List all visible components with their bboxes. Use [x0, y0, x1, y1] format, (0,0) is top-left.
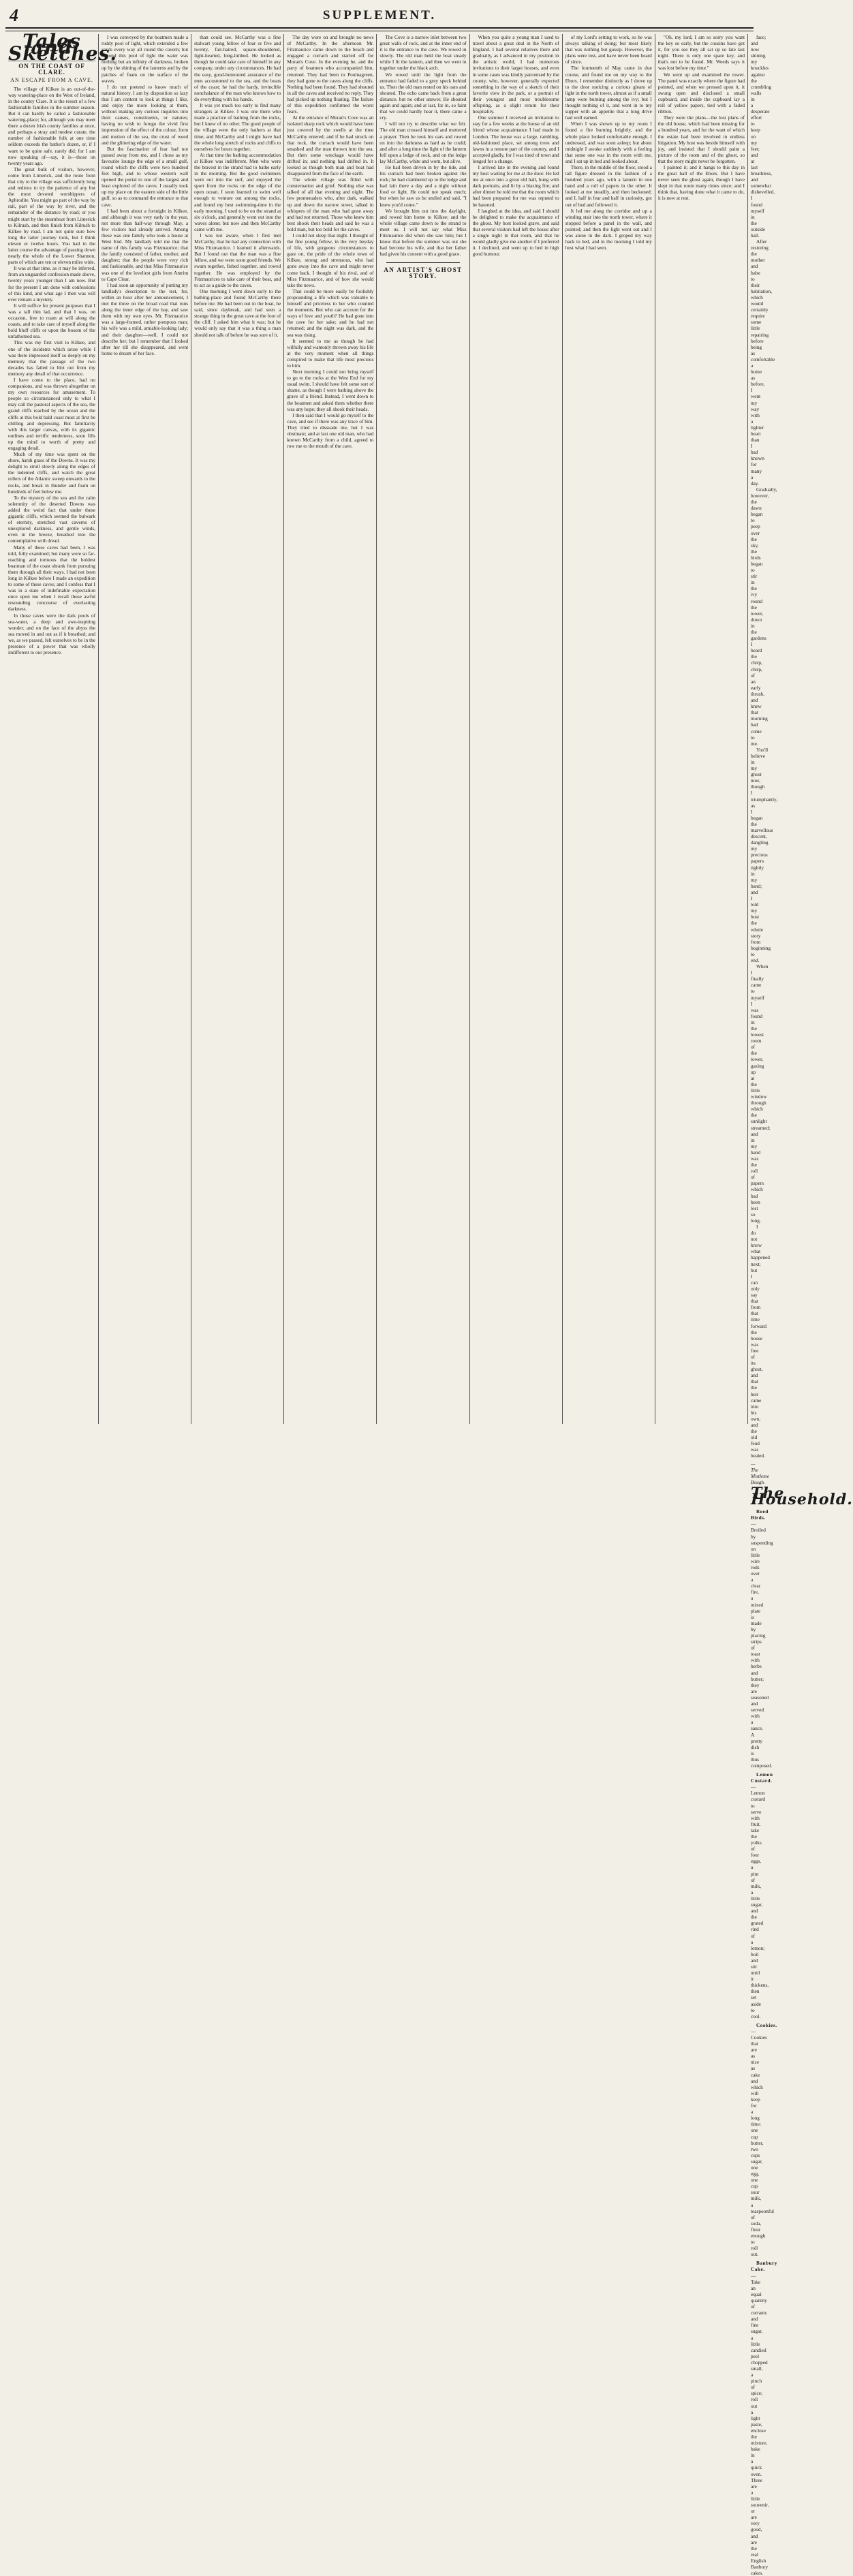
paragraph: We brought him out into the daylight, and rowed him home to Kilkee; and the whole village came down to the strand to meet us. I will not say what Miss Fitzmaurice did when she saw him; but I know that before the summer was out she had become his wife, and that her father had given his consent with a good grace. — [379, 207, 467, 258]
masthead-rule — [5, 29, 754, 31]
paragraph: I will not try to describe what we felt. The old man crossed himself and muttered a prayer. Then he took his oars and rowed on into the darkness as hard as he could; and after a long time the light of the lantern fell upon a ledge of rock, and on the ledge lay McCarthy, white and worn, but alive. — [379, 121, 467, 164]
recipe-title: Reed Birds. — [750, 1508, 769, 1521]
column-body — [565, 34, 652, 251]
recipe-text: —Lemon custard to serve with fruit, take the yolks of four eggs, a pint of milk, a little sugar, and the grated rind of a lemon; boil and stir until it thickens, then set aside to cool. — [750, 1784, 769, 2019]
column-3 — [191, 34, 284, 1424]
paragraph: In those caves were the dark pools of sea-water, a deep and awe-inspiring wonder; and on the face of the abyss the sea moved in and out as if it breathed; and we, as we passed, felt ourselves to be in the presence of a power that was wholly indifferent to our presence. — [8, 612, 95, 656]
paragraph: Many of these caves had been, I was told, fully examined; but many were so far-reaching and tortuous that the boldest boatman of the coast shrank from pursuing them through all their ways. I had not been long in Kilkee before I made an expedition to some of these caves; and I confess that I was in a state of indefinable expectation once upon me when I recall those awful resounding concourse of everlasting darkness. — [8, 544, 95, 612]
paragraph: At that time the bathing accommodation at Kilkee was indifferent. Men who were the bravest in the strand had to bathe early in the morning. But the good swimmers went out into the surf, and enjoyed the sport from the rocks on the edge of the open ocean. I soon learned to swim well enough to venture out among the rocks, and found my best swimming-time in the early morning. I used to be on the strand at six o'clock, and generally went out into the waves alone; but now and then McCarthy came with me. — [194, 151, 281, 232]
recipe-title: Banbury Cake. — [750, 2260, 778, 2273]
paragraph: The day wore on and brought no news of McCarthy. In the afternoon Mr. Fitzmaurice came down to the beach and engaged a currach and started off for Moran's Cove. In the evening he, and the party of boatmen who accompanied him, returned. They had been to Poulnagreen, they had gone to the caves along the cliffs. Nothing had been found. They had shouted in all the caves and received no reply. They had picked up nothing floating. The failure of this expedition confirmed the worst fears. — [287, 34, 374, 115]
paragraph: The fourteenth of May came in due course, and found me on my way to the Ebors. I remember distinctly as I drove up to the door noticing a curious gleam of light in the north tower, almost as if a small lamp were burning among the ivy; but I thought nothing of it, and went in to my supper with an appetite that a long drive had well earned. — [565, 65, 652, 121]
tales-subhead2: AN ESCAPE FROM A CAVE. — [10, 77, 93, 84]
paragraph: I laughed at the idea, and said I should be delighted to make the acquaintance of the ghost. My host looked grave, and said that several visitors had left the house after a single night in that room, and that he would gladly give me another if I preferred it. I declined, and went up to bed in high good humour. — [472, 207, 559, 258]
column-body — [658, 34, 745, 202]
column-4 — [284, 34, 377, 1424]
recipe-title: Cookies. — [756, 2021, 777, 2028]
paragraph: "Oh, my lord, I am so sorry you want the key so early, but the cousins have got it, for you see they all sat up so late last night. There is only one spare key, and that's not to be found. Mr. Weeds says it was lost before my time." — [657, 34, 745, 72]
paragraph: It was yet much too early to find many strangers at Kilkee. I was one there who made a practice of bathing from the rocks, but I knew of no other. The good people of the village were the only bathers at that time; and McCarthy and I might have had the whole long stretch of rocks and cliffs to ourselves for hours together. — [194, 102, 281, 152]
column-2 — [99, 34, 191, 1424]
paragraph: But the fascination of fear had not passed away from me, and I chose as my favourite lounge the edge of a small gulf, round which the cliffs were two hundred feet high, and to whose western wall opened the portal to one of the largest and least explored of the caves. I usually took up my place on the eastern side of the little gulf, so as to command the entrance to that cave. — [102, 145, 189, 208]
column-5 — [377, 34, 469, 1424]
column-8 — [655, 34, 748, 1424]
columns — [5, 30, 853, 2576]
column-body — [473, 34, 559, 257]
paragraph: I do not pretend to know much of natural history. I am by disposition so lazy that I am content to look at things I like, and enjoy the more looking at them, without making any curious inquiries into their causes, constituents, or natures; having no wish to forego the vivid first impression of the effect of the colour, form and motion of the sea, the crust of weed and the glittering edge of the water. — [102, 83, 189, 146]
paragraph: One morning I went down early to the bathing-place and found McCarthy there before me. He had been out in the boat, he said, since daybreak, and had seen a strange thing in the great cave at the foot of the cliff. I asked him what it was; but he would only say that it was a thing a man should not talk of before he was sure of it. — [194, 288, 281, 338]
paragraph: It led me along the corridor and up a winding stair into the north tower, where it stopped before a panel in the wall, and pointed; and then the light went out and I was alone in the dark. I groped my way back to bed, and in the morning I told my host what I had seen. — [565, 207, 652, 251]
article-divider — [386, 262, 459, 263]
paragraph: This was my first visit to Kilkee, and one of the incidents which arose while I was there impressed itself so deeply on my memory that the passage of the two decades has failed to blot out from my memory any detail of that occurrence. — [8, 339, 95, 377]
paragraph: I could not sleep that night. I thought of the fine young fellow, in the very heyday of life, with gorgeous circumstances to gaze on, the pride of the whole town of Kilkee, strong and strenuous, who had gone away into the cave and might never come back. I thought of his rival, and of Miss Fitzmaurice, and of how she would take the news. — [287, 232, 374, 288]
paragraph: I have come to the place, had no companions, and was thrown altogether on my own resources for amusement. To people so circumstanced only to what I may call the pastoral aspects of the sea, the grand cliffs reached by the ocean and the cliffs at this bold bald coast must at first be chilling and depressing. But familiarity with this larger canvas, with its gigantic outlines and terrific tenderness, soon fills up the mind to worth of pretty and engaging detail. — [8, 376, 95, 451]
column-body — [379, 34, 466, 257]
paragraph: I had soon an opportunity of putting my landlady's description to the test, for, within an hour after her announcement, I met the three on the broad road that runs along the inner edge of the bay, and saw them with my own eyes. Mr. Fitzmaurice was a large-framed, rather pompous man; his wife was a mild, amiable-looking lady; and their daughter—well, I could not describe her; but I remember that I looked after her till she disappeared, and went home to dream of her face. — [102, 281, 189, 356]
paragraph: It was at that time, as it may be inferred, from an unguarded confession made above, twenty years younger than I am now. But for the present I am done with confessions of this kind, and what age I then was will ever remain a mystery. — [8, 265, 95, 302]
paragraph: I had been about a fortnight in Kilkee, and although it was very early in the year, not more than half-way through May, a few visitors had already arrived. Among these was one family who took a house at West End. My landlady told me that the name of this family was Fitzmaurice; that the family consisted of father, mother, and daughter; that the people were very rich and fashionable, and that Miss Fitzmaurice was one of the loveliest girls from Antrim to Cape Clear. — [102, 207, 189, 282]
paragraph: It seemed to me as though he had wilfully and wantonly thrown away his life at the very moment when all things conspired to make that life most precious to him. — [287, 337, 374, 369]
paragraph: Much of my time was spent on the shore, harsh grass of the Downs. It was my delight to stroll slowly along the edges of the indented cliffs, and watch the great rollers of the Atlantic sweep onwards to the rocks, and break in thunder and foam on hundreds of feet below me. — [8, 451, 95, 495]
masthead — [5, 4, 754, 29]
paragraph: I painted it; and it hangs to this day in the great hall of the Ebors. But I have never seen the ghost again, though I have slept in that room many times since; and I think that, having done what it came to do, it is now at rest. — [657, 164, 745, 202]
column-6 — [470, 34, 563, 1424]
recipe-title: Lemon Custard. — [750, 1771, 773, 1784]
column-body — [102, 34, 188, 356]
paragraph: Next morning I could not bring myself to go to the rocks at the West End for my usual swim. I should have felt some sort of shame, as though I were bathing above the grave of a friend. Instead, I went down to the boatmen and asked them whether there was any hope; they all shook their heads. — [287, 369, 374, 412]
paragraph: They were the plans—the lost plans of the old house, which had been missing for a hundred years, and for the want of which the estate had been involved in endless litigation. My host was beside himself with joy, and insisted that I should paint a picture of the room and of the ghost, so that the story might never be forgotten. — [657, 114, 745, 164]
paragraph: To the mystery of the sea and the calm solemnity of the deserted Downs was added the weird fact that under these gigantic cliffs, which seemed the bulwark of eternity, stretched vast caverns of unexplored darkness, and gentle winds, even in the breeze, breathed into the contemplative with dread. — [8, 494, 95, 544]
paragraph: There, in the middle of the floor, stood a tall figure dressed in the fashion of a hundred years ago, with a lantern in one hand and a roll of papers in the other. It looked at me steadily, and then beckoned; and I, half in fear and half in curiosity, got out of bed and followed it. — [565, 164, 652, 208]
artist-heading: AN ARTIST'S GHOST STORY. — [384, 266, 463, 280]
paragraph: I then said that I would go myself to the cave, and see if there was any trace of him. They tried to dissuade me, but I was obstinate; and at last one old man, who had known McCarthy from a child, agreed to row me to the mouth of the cave. — [287, 412, 374, 450]
paragraph: The whole village was filled with consternation and grief. Nothing else was talked of all that evening and night. The few promenaders who, after dark, walked up and down the narrow street, talked in whispers of the man who had gone away and had not returned. Those who knew him best shook their heads and said he was a bold man, but too bold for the caves. — [287, 176, 374, 232]
tales-heading: Tales and Sketches. — [8, 30, 118, 65]
paragraph: of my Lord's setting to work, so he was always talking of doing; but most likely that was nothing but gossip. However, the plans were lost, and have never been heard of since. — [565, 34, 652, 65]
paragraph: I was conveyed by the boatmen made a ruddy pool of light, which extended a few yards every way all round the cavern; but beyond this pool of light the water was nothing but an infinity of darkness, broken up by the shining of the lanterns and by the patches of foam on the surface of the waves. — [102, 34, 189, 84]
column-9: face; and now shining my knuckles against the crumbling walls in a desperate effort to keep on my feet; and at last breathless, and somewhat dishevelled, I found myself in the outside hall. After restoring the mother and babe to their habitation, which would certainly require some little repairing before being as comfortable a home as before, I went my way with a lighter heart than I had known for many a day. Gradually, however, the dawn began to peep over the sky, the birds began to stir in the ivy round the tower, down in the gardens I heard the chirp, chirp, of an early thrush, and knew that morning had come to me. You'll believe in my ghost now, though I triumphantly, as I began the marvellous descent, dangling my precious papers tightly in my hand; and I told my host the whole story from beginning to end. When I finally came to myself I was found in the lowest room of the tower, gazing up at the little window through which the sunlight streamed; and in my hand was the roll of papers which had been lost so long. I do not know what happened next; but I can only say that from that time forward the house was free of its ghost, and that the heir came into his own, and the old feud was healed. —The Mistletoe Bough. The Household. Reed Birds.—Broiled by suspending on little wire rods over a clear fire, a mixed plate is made by placing strips of toast with herbs and butter; they are seasoned and served with a sauce. A pretty dish is thus composed. Lemon Custard.—Lemon custard to serve with fruit, take the yolks of four eggs, a pint of milk, a little sugar, and the grated rind of a lemon; boil and stir until it thickens, then set aside to cool. Cookies.—Cookies that are as nice as cake and which will keep for a long time: one cup butter, two cups sugar, one egg, one cup sour milk, a teaspoonful of soda, flour enough to roll out. Banbury Cake.—Take an equal quantity of currants and fine sugar, a little candied peel chopped small, a pinch of spice; roll out a light paste, enclose the mixture, bake in a quick oven. Three are a little souvenir, or are very good, and are the real English Banbury cakes. — [750, 34, 853, 2576]
column-1 — [5, 30, 118, 1424]
paragraph: We went up and examined the tower. The panel was exactly where the figure had pointed, and when we pressed upon it, it swung open and disclosed a small cupboard, and inside the cupboard lay a roll of yellow papers, tied with a faded ribbon. — [657, 71, 745, 115]
paragraph: That could be more easily be foolishly propounding a life which was valuable to himself and priceless to her who counted the moments. But who can account for the ways of love and youth? He had gone into the cave for her sake; and he had not returned; and the night was dark, and the sea was rising. — [287, 288, 374, 338]
recipe-text: —Broiled by suspending on little wire rods over a clear fire, a mixed plate is made by placing strips of toast with herbs and butter; they are seasoned and served with a sauce. A pretty dish is thus composed. — [750, 1521, 773, 1769]
paragraph: I arrived late in the evening and found my host waiting for me at the door. He led me at once into a great old hall, hung with dark portraits, and lit by a blazing fire; and after dinner he told me that the room which had been prepared for me was reputed to be haunted. — [472, 164, 559, 208]
paragraph: One summer I received an invitation to stay for a few weeks at the house of an old friend whose acquaintance I had made in London. The house was a large, rambling, old-fashioned place, set among trees and lawns in a remote part of the country, and I accepted gladly, for I was tired of town and longed for a change. — [472, 114, 559, 164]
paragraph: It will suffice for present purposes that I was a tall thin lad, and that I was, on occasion, free to roam at will along the coasts, and to take care of myself along the bold bluff cliffs or upon the bosom of the unfathomed sea. — [8, 302, 95, 340]
paragraph: The village of Kilkee is an out-of-the-way watering-place on the West of Ireland, in the county Clare. It is the resort of a few fashionable families in the summer season. But it can hardly be called a fashionable watering-place; for, although you may meet there a dozen Irish county families at once, and perhaps a stray and modest curate, the number of fashionable folk at one time seldom exceeds the bather's dozen, or, if I want to be quite safe, rarely did; for I am now speaking of—say, it is—those on twenty years ago. — [8, 85, 95, 166]
paragraph: The Cove is a narrow inlet between two great walls of rock, and at the inner end of it is the entrance to the cave. We rowed in slowly. The old man held the boat steady while I lit the lantern, and then we went in together under the black arch. — [379, 34, 467, 72]
paragraph: The great bulk of visitors, however, come from Limerick, and the route from that city to the village was sufficiently long and tedious to try the patience of any but the most devoted worshippers of Aphrodite. You might go part of the way by rail, part of the way by river, and the remainder of the distance by road; or you might start by the steamboat from Limerick to Kilrush, and then finish from Kilrush to Kilkee by road. I am not quite sure how long the latter journey took, but I think eleven or twelve hours. You had in the latter course the advantage of passing down nearly the whole of the Lower Shannon, parts of which are ten or eleven miles wide. — [8, 166, 95, 266]
column-body — [8, 86, 95, 656]
paragraph: When you quite a young man I used to travel about a great deal in the North of England. I had several relatives there and gradually, as I advanced in my position in the artistic world, I had numerous invitations to their larger houses, and even in some cases was kindly patronised by the county, who, however, generally expected something in the way of a sketch of their favorite view in the park, or a portrait of their youngest and most troublesome offspring, as a slight return for their hospitality. — [472, 34, 559, 115]
paragraph: I was not aware, when I first met McCarthy, that he had any connection with Miss Fitzmaurice. I learned it afterwards. But I found out that the man was a fine fellow, and we were soon good friends. We swam together, fished together, and rowed together. He was employed by the Fitzmaurices to take care of their boat, and to act as a guide to the caves. — [194, 232, 281, 288]
paragraph: At the entrance of Moran's Cove was an isolated sharp rock which would have been just covered by the swells at the time McCarthy entered; and if he had struck on that rock, the currach would have been smashed and the man thrown into the sea. But then some wreckage would have drifted in; and nothing had drifted in. It looked as though both man and boat had disappeared from the face of the earth. — [287, 114, 374, 177]
paragraph: We rowed until the light from the entrance had faded to a grey speck behind us. Then the old man rested on his oars and shouted. The echo came back from a great distance, but no other answer. He shouted again and again; and at last, far in, so faint that we could hardly hear it, there came a cry. — [379, 71, 467, 121]
tales-subhead: ON THE COAST OF CLARE. — [8, 61, 95, 76]
paragraph: He had been driven in by the tide, and his currach had been broken against the rock; he had clambered up to the ledge and had lain there a day and a night without food or light. He could not speak much; but when he saw us he smiled and said, "I knew you'd come." — [379, 164, 467, 208]
column-7 — [563, 34, 655, 1424]
paragraph: than could see. McCarthy was a fine stalwart young fellow of four or five and twenty, fair-haired, square-shouldered, light-hearted, long-limbed. He looked as though he could take care of himself in any company, under any circumstances. He had the easy, good-humoured assurance of the men accustomed to the sea, and the boats of the coast; he had the hardy, invincible nonchalance of the man who knows how to do everything with his hands. — [194, 34, 281, 102]
paragraph: When I was shown up to my room I found a fire burning brightly, and the whole place looked comfortable enough. I undressed, and was soon asleep; but about midnight I awoke suddenly with a feeling that some one was in the room with me, and I sat up in bed and looked about. — [565, 121, 652, 164]
recipe-text: —Cookies that are as nice as cake and which will keep for a long time: one cup butter, two cups sugar, one egg, one cup sour milk, a teaspoonful of soda, flour enough to roll out. — [750, 2028, 775, 2258]
column-body — [287, 34, 373, 449]
section-title: SUPPLEMENT. — [322, 8, 437, 22]
page-number: 4 — [10, 5, 18, 25]
column-body — [194, 34, 281, 338]
recipe-text: —Take an equal quantity of currants and fine sugar, a little candied peel chopped small, a pinch of spice; roll out a light paste, enclose the mixture, bake in a quick oven. Three are a little souvenir, or are very good, and are the real English Banbury cakes. — [750, 2272, 769, 2576]
